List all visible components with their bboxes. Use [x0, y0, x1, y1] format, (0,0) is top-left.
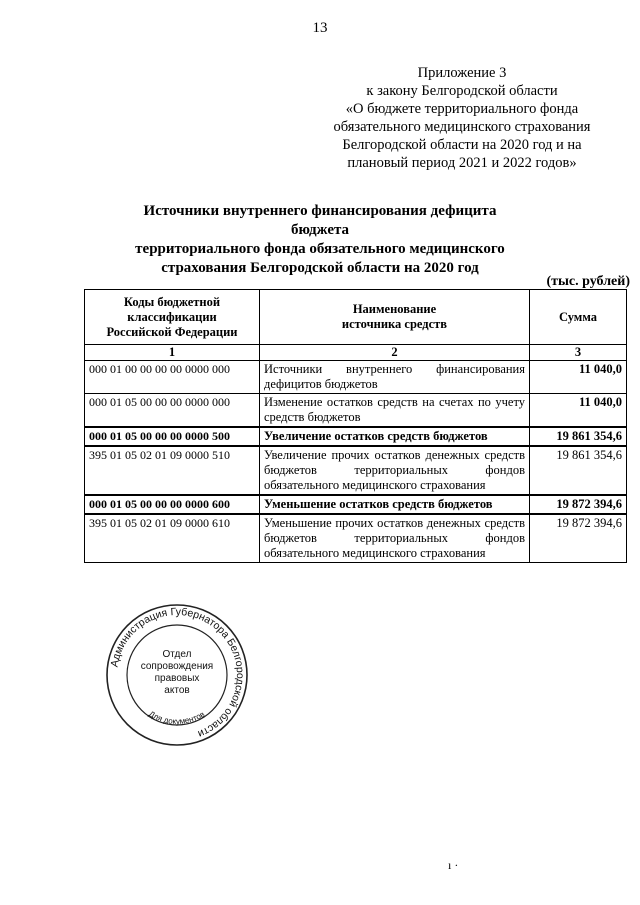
- row-sum: 19 872 394,6: [530, 495, 627, 514]
- appendix-line: Приложение 3: [417, 65, 507, 81]
- table-row: [85, 361, 627, 394]
- table-row: [85, 514, 627, 563]
- table-row: [85, 394, 627, 428]
- row-code: 000 01 00 00 00 00 0000 000: [85, 361, 260, 394]
- appendix-line: к закону Белгородской области: [366, 83, 558, 99]
- appendix-line: Белгородской области на 2020 год и на: [342, 137, 582, 153]
- table-header-row: [85, 290, 627, 345]
- row-name: Изменение остатков средств на счетах по учету средств бюджетов: [260, 394, 530, 428]
- table-row: [85, 427, 627, 446]
- stamp-inner-line: Отдел: [162, 649, 192, 660]
- header-code: Коды бюджетной классификации Российской Федерации: [85, 290, 260, 345]
- footer-mark: ı ·: [448, 858, 459, 872]
- stamp-inner-line: актов: [164, 685, 190, 696]
- stamp-inner-line: правовых: [154, 673, 200, 684]
- row-sum: 19 861 354,6: [530, 446, 627, 495]
- row-name: Источники внутреннего финансирования дефицитов бюджетов: [260, 361, 530, 394]
- header-sum: Сумма: [530, 290, 627, 345]
- title-line: Источники внутреннего финансирования дефицита бюджета: [143, 203, 497, 238]
- page-number: 13: [312, 20, 328, 36]
- appendix-note: [312, 64, 612, 172]
- row-name: Увеличение прочих остатков денежных средств бюджетов территориальных фондов обязательного медицинского страхования: [260, 446, 530, 495]
- row-code: 395 01 05 02 01 09 0000 610: [85, 514, 260, 563]
- row-code: 000 01 05 00 00 00 0000 500: [85, 427, 260, 446]
- column-number: 3: [530, 345, 627, 361]
- appendix-line: плановый период 2021 и 2022 годов»: [347, 155, 577, 171]
- stamp-outer-text: Администрация Губернатора Белгородской области: [108, 605, 247, 740]
- units-label: (тыс. рублей): [546, 274, 630, 289]
- title-line: страхования Белгородской области на 2020 год: [161, 260, 479, 276]
- row-name: Уменьшение остатков средств бюджетов: [260, 495, 530, 514]
- column-number: 1: [85, 345, 260, 361]
- appendix-line: обязательного медицинского страхования: [333, 119, 591, 135]
- row-sum: 19 861 354,6: [530, 427, 627, 446]
- table-row: [85, 495, 627, 514]
- stamp-inner-line: сопровождения: [140, 661, 214, 672]
- row-code: 000 01 05 00 00 00 0000 000: [85, 394, 260, 428]
- title-line: территориального фонда обязательного медицинского: [135, 241, 505, 257]
- row-sum: 11 040,0: [530, 361, 627, 394]
- row-name: Уменьшение прочих остатков денежных средств бюджетов территориальных фондов обязательного медицинского страхования: [260, 514, 530, 563]
- row-code: 395 01 05 02 01 09 0000 510: [85, 446, 260, 495]
- table-row: [85, 446, 627, 495]
- row-sum: 11 040,0: [530, 394, 627, 428]
- header-name: Наименование источника средств: [260, 290, 530, 345]
- row-sum: 19 872 394,6: [530, 514, 627, 563]
- official-stamp: [104, 602, 250, 748]
- budget-sources-table: [84, 289, 627, 563]
- column-number-row: [85, 345, 627, 361]
- row-name: Увеличение остатков средств бюджетов: [260, 427, 530, 446]
- stamp-bottom-text: Для документов: [147, 709, 207, 726]
- document-title: [120, 202, 520, 278]
- column-number: 2: [260, 345, 530, 361]
- row-code: 000 01 05 00 00 00 0000 600: [85, 495, 260, 514]
- appendix-line: «О бюджете территориального фонда: [345, 101, 579, 117]
